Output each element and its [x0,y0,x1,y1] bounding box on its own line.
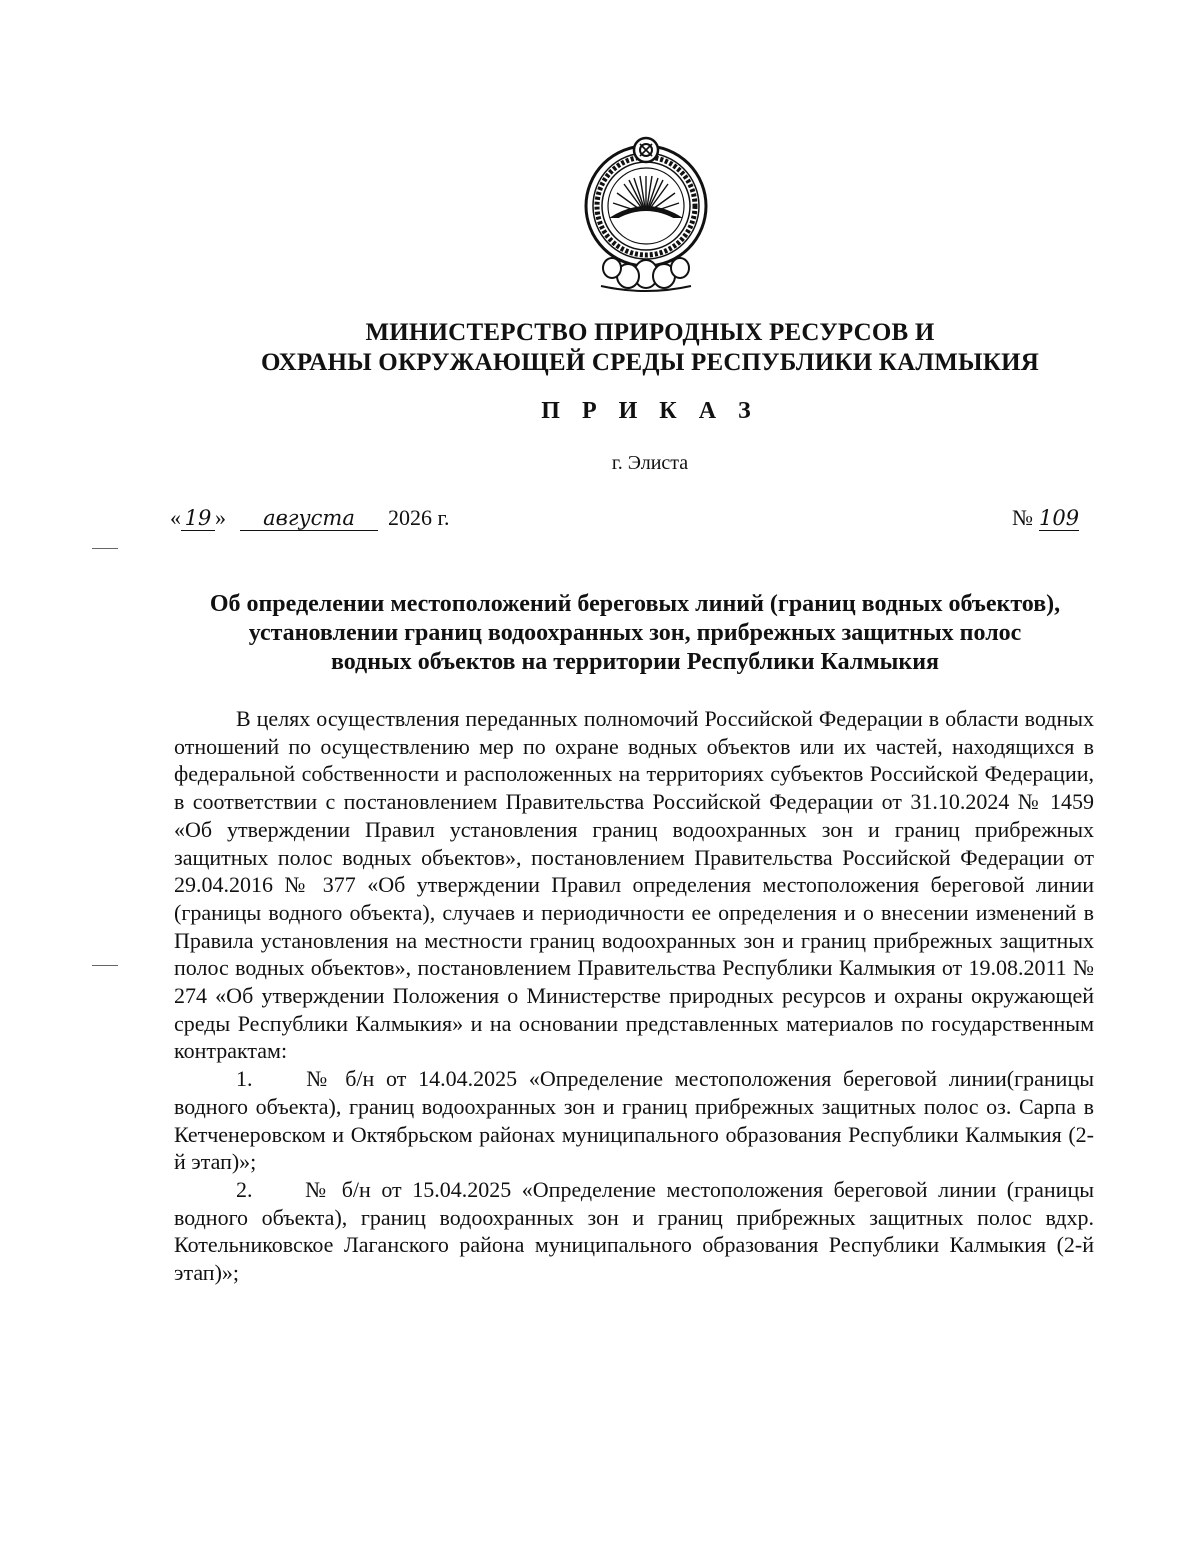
list-item-text: № б/н от 14.04.2025 «Определение местоположения береговой линии(границы водного объекта), границ водоохранных зон и границ прибрежных защитных полос оз. Сарпа в Кетченеровском и Октябрьском районах муниципального образования Республики Калмыкия (2-й этап)»; [174,1066,1094,1175]
date-year: 2026 г. [388,505,450,530]
margin-mark [92,965,118,966]
ministry-name-line1: МИНИСТЕРСТВО ПРИРОДНЫХ РЕСУРСОВ И [365,319,935,346]
document-title-line3: водных объектов на территории Республики Калмыкия [330,649,940,675]
margin-mark [92,548,118,549]
ministry-name-line2: ОХРАНЫ ОКРУЖАЮЩЕЙ СРЕДЫ РЕСПУБЛИКИ КАЛМЫКИЯ [260,349,1039,376]
city: г. Элиста [611,452,689,474]
document-title-line1: Об определении местоположений береговых линий (границ водных объектов), [209,591,1061,617]
document-body [174,705,1094,1287]
list-item [174,1065,1094,1176]
list-item-number: 1. [236,1066,253,1092]
list-item [174,1176,1094,1287]
document-title [170,590,1100,677]
number-label: № [1012,505,1033,530]
date-close-quote: » [215,505,226,530]
date-month: августа [240,506,378,531]
date-day: 19 [181,506,215,531]
order-number [1012,505,1079,531]
date-open-quote: « [170,505,181,530]
number-value: 109 [1039,506,1080,530]
coat-of-arms-emblem [581,136,711,296]
list-item-number: 2. [236,1176,253,1202]
preamble-paragraph: В целях осуществления переданных полномочий Российской Федерации в области водных отношений по осуществлению мер по охране водных объектов или их частей, находящихся в федеральной собственности и расположенных на территориях субъектов Российской Федерации, в соответствии с постановлением Правительства Российской Федерации от 31.10.2024 № 1459 «Об утверждении Правил установления границ водоохранных зон и границ прибрежных защитных полос водных объектов», постановлением Правительства Российской Федерации от 29.04.2016 № 377 «Об утверждении Правил определения местоположения береговой линии (границы водного объекта), случаев и периодичности ее определения и о внесении изменений в Правила установления на местности границ водоохранных зон и границ прибрежных защитных полос водных объектов», постановлением Правительства Республики Калмыкия от 19.08.2011 № 274 «Об утверждении Положения о Министерстве природных ресурсов и охраны окружающей среды Республики Калмыкия» и на основании представленных материалов по государственным контрактам: [174,706,1094,1064]
order-date [170,505,450,531]
ministry-name [200,318,1100,378]
document-title-line2: установлении границ водоохранных зон, прибрежных защитных полос [248,620,1022,646]
list-item-text: № б/н от 15.04.2025 «Определение местоположения береговой линии (границы водного объекта), границ водоохранных зон и границ прибрежных защитных полос вдхр. Котельниковское Лаганского района муниципального образования Республики Калмыкия (2-й этап)»; [174,1176,1094,1286]
document-type: П Р И К А З [541,398,759,424]
